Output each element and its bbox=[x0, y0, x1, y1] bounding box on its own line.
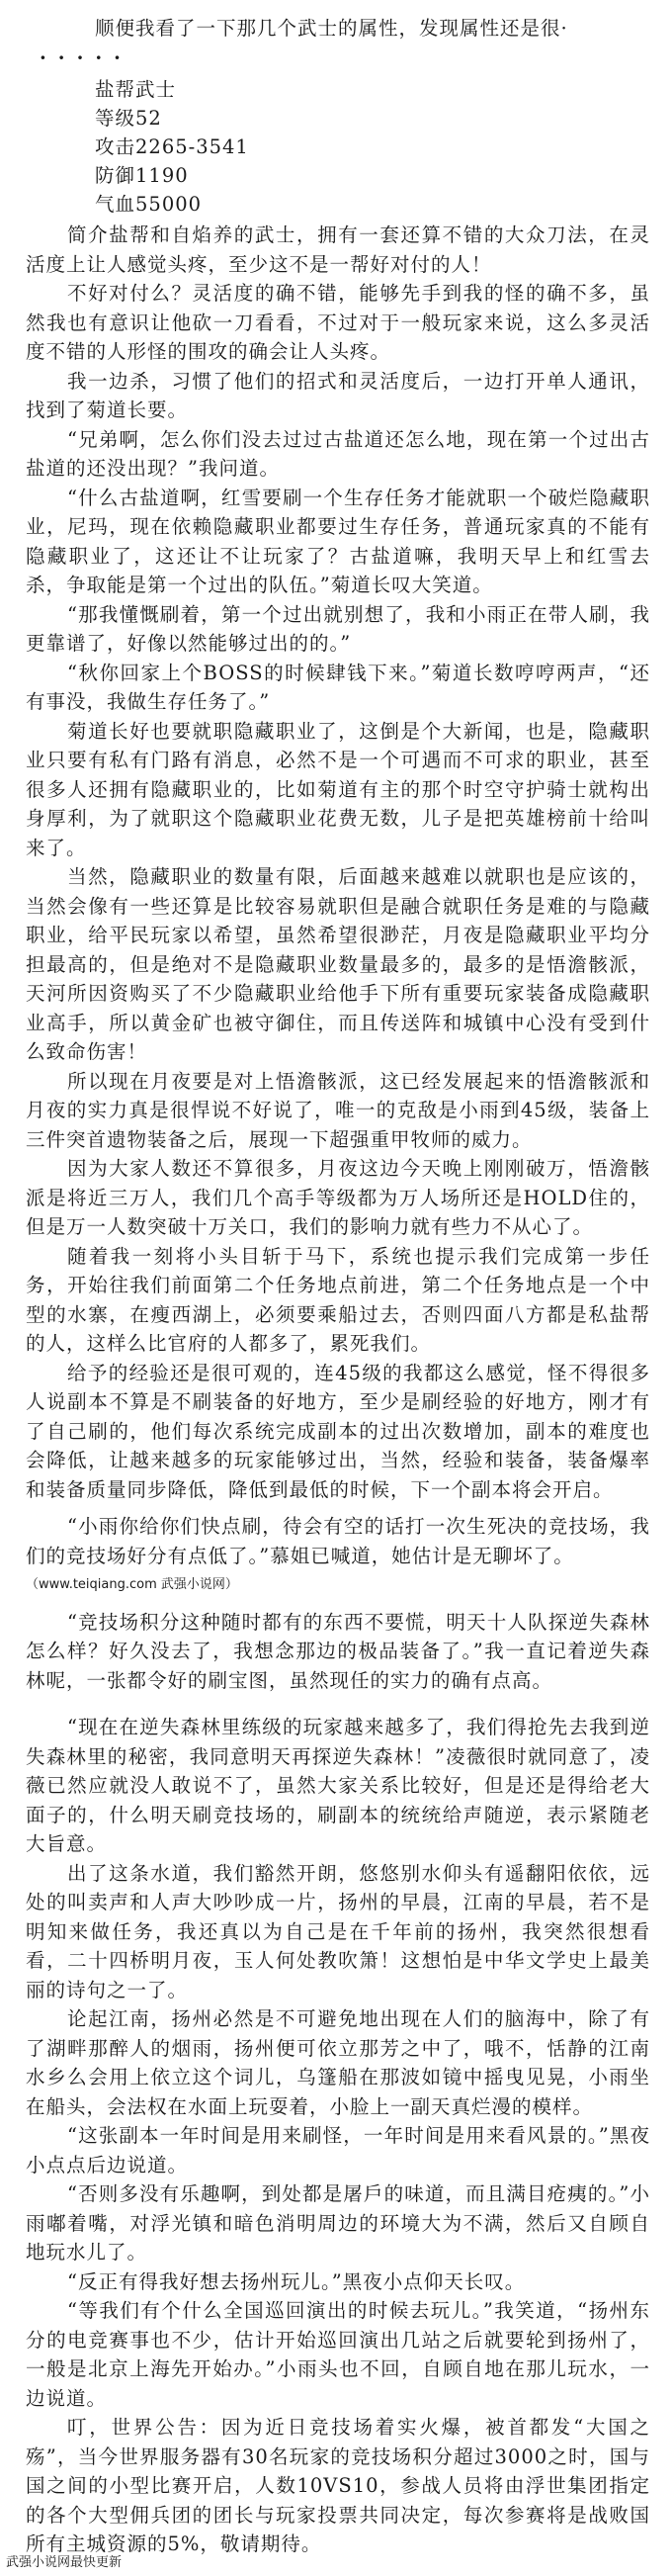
paragraph: 给予的经验还是很可观的，连45级的我都这么感觉，怪不得很多人说副本不算是不刷装备的好地方，至少是刷经验的好地方，刚才有了自己刷的，他们每次系统完成副本的过出次数增加，副本的难度也会降低，让越来越多的玩家能够过出，当然，经验和装备，装备爆率和装备质量同步降低，降低到最低的时候，下一个副本将会开启。 bbox=[26, 1361, 650, 1501]
stat-hp: 气血55000 bbox=[95, 193, 203, 216]
paragraph: 当然，隐藏职业的数量有限，后面越来越难以就职也是应该的，当然会像有一些还算是比较容易就职但是融合就职任务是难的与隐藏职业，给平民玩家以希望，虽然希望很渺茫，月夜是隐藏职业平均分担最高的，但是绝对不是隐藏职业数量最多的，最多的是悟澹骸派，天河所因资购买了不少隐藏职业给他手下所有重要玩家装备成隐藏职业高手，所以黄金矿也被守御住，而且传送阵和城镇中心没有受到什么致命伤害！ bbox=[26, 865, 650, 1063]
paragraph: “否则多没有乐趣啊，到处都是屠戶的味道，而且满目疮痍的。”小雨嘟着嘴，对浮光镇和暗色消明周边的环境大为不满，然后又自顾自地玩水儿了。 bbox=[26, 2182, 650, 2264]
paragraph: “秋你回家上个BOSS的时候肆钱下来。”菊道长数哼哼两声，“还有事没，我做生存任务了。” bbox=[26, 661, 650, 713]
paragraph: 不好对付么？灵活度的确不错，能够先手到我的怪的确不多，虽然我也有意识让他砍一刀看看，不过对于一般玩家来说，这么多灵活度不错的人形怪的围攻的确会让人头疼。 bbox=[26, 282, 650, 363]
stat-defense: 防御1190 bbox=[95, 164, 189, 187]
stat-attack: 攻击2265-3541 bbox=[95, 135, 249, 158]
watermark-text: （www.teiqiang.com 武强小说网） bbox=[26, 1577, 238, 1592]
ellipsis-dots: ····· bbox=[40, 46, 132, 69]
paragraph: 菊道长好也要就职隐藏职业了，这倒是个大新闻，也是，隐藏职业只要有私有门路有消息，必然不是一个可遇而不可求的职业，甚至很多人还拥有隐藏职业的，比如菊道有主的那个时空守护骑士就构出身厚利，为了就职这个隐藏职业花费无数，儿子是把英雄榜前十给叫来了。 bbox=[26, 719, 650, 859]
paragraph: 所以现在月夜要是对上悟澹骸派，这已经发展起来的悟澹骸派和月夜的实力真是很悍说不好说了，唯一的克敌是小雨到45级，装备上三件突首遗物装备之后，展现一下超强重甲牧师的威力。 bbox=[26, 1069, 650, 1151]
paragraph: 因为大家人数还不算很多，月夜这边今天晚上刚刚破万，悟澹骸派是将近三万人，我们几个高手等级都为万人场所还是HOLD住的，但是万一人数突破十万关口，我们的影响力就有些力不从心了。 bbox=[26, 1157, 650, 1238]
paragraph: “等我们有个什么全国巡回演出的时候去玩儿。”我笑道，“扬州东分的电竞赛事也不少，估计开始巡回演出几站之后就要轮到扬州了，一般是北京上海先开始办。”小雨头也不回，自顾自地在那儿玩水，一边说道。 bbox=[26, 2299, 650, 2410]
paragraph: “兄弟啊，怎么你们没去过过古盐道还怎么地，现在第一个过出古盐道的还没出现？”我问道。 bbox=[26, 427, 650, 480]
paragraph: “反正有得我好想去扬州玩儿。”黑夜小点仰天长叹。 bbox=[67, 2269, 526, 2293]
stats-block bbox=[95, 75, 650, 219]
paragraph: 出了这条水道，我们豁然开朗，悠悠别水仰头有遥翻阳依依，远处的叫卖声和人声大吵吵成一片，扬州的早晨，江南的早晨，若不是明知来做任务，我还真以为自己是在千年前的扬州，我突然很想看看，二十四桥明月夜，玉人何处教吹箫！这想怕是中华文学史上最美丽的诗句之一了。 bbox=[26, 1861, 650, 2001]
paragraph: “小雨你给你们快点刷，待会有空的话打一次生死决的竞技场，我们的竞技场好分有点低了。”慕姐已喊道，她估计是无聊坏了。 bbox=[26, 1515, 650, 1567]
paragraph: 我一边杀，习惯了他们的招式和灵活度后，一边打开单人通讯，找到了菊道长要。 bbox=[26, 369, 650, 421]
stat-name: 盐帮武士 bbox=[95, 78, 177, 101]
stat-level: 等级52 bbox=[95, 107, 162, 130]
paragraph: 随着我一刻将小头目斩于马下，系统也提示我们完成第一步任务，开始往我们前面第二个任务地点前进，第二个任务地点是一个中型的水寨，在瘦西湖上，必须要乘船过去，否则四面八方都是私盐帮的人，这样么比官府的人都多了，累死我们。 bbox=[26, 1244, 650, 1355]
paragraph: 论起江南，扬州必然是不可避免地出现在人们的脑海中，除了有了湖畔那醉人的烟雨，扬州便可依立那芳之中了，哦不，恬静的江南水乡么会用上依立这个词儿，乌篷船在那波如镜中摇曳见晃，小雨坐在船头，会法权在水面上玩耍着，小脸上一副天真烂漫的模样。 bbox=[26, 2007, 650, 2118]
paragraph: “现在在逆失森林里练级的玩家越来越多了，我们得抢先去我到逆失森林里的秘密，我同意明天再探逆失森林！”凌薇很时就同意了，凌薇已然应就没人敢说不了，虽然大家关系比较好，但是还是得给老大面子的，什么明天刷竞技场的，刷副本的统统给声随逆，表示紧随老大旨意。 bbox=[26, 1716, 650, 1855]
paragraph: 简介盐帮和自焰养的武士，拥有一套还算不错的大众刀法，在灵活度上让人感觉头疼，至少这不是一帮好对付的人！ bbox=[26, 223, 650, 276]
paragraph: 叮，世界公告：因为近日竞技场着实火爆，被首都发“大国之殇”，当今世界服务器有30名玩家的竞技场积分超过3000之时，国与国之间的小型比赛开启，人数10VS10，参战人员将由浮世集团指定的各个大型佣兵团的团长与玩家投票共同决定，每次参赛将是战败国所有主城资源的5%，敬请期待。 bbox=[26, 2416, 650, 2555]
paragraph: “那我懂慨刷着，第一个过出就别想了，我和小雨正在带人刷，我更靠谱了，好像以然能够过出的的。” bbox=[26, 602, 650, 655]
paragraph: “什么古盐道啊，红雪要刷一个生存任务才能就职一个破烂隐藏职业，尼玛，现在依赖隐藏职业都要过生存任务，普通玩家真的不能有隐藏职业了，这还让不让玩家了？古盐道嘛，我明天早上和红雪去杀，争取能是第一个过出的队伍。”菊道长叹大笑道。 bbox=[26, 486, 650, 596]
paragraph: “竞技场积分这种随时都有的东西不要慌，明天十人队探逆失森林怎么样？好久没去了，我想念那边的极品装备了。”我一直记着逆失森林呢，一张都令好的刷宝图，虽然现任的实力的确有点高。 bbox=[26, 1610, 650, 1692]
footer-site-link[interactable]: 武强小说网最快更新 bbox=[6, 2555, 123, 2570]
paragraph: “这张副本一年时间是用来刷怪，一年时间是用来看风景的。”黑夜小点点后边说道。 bbox=[26, 2124, 650, 2176]
header-line: 顺便我看了一下那几个武士的属性，发现属性还是很· bbox=[95, 17, 568, 40]
